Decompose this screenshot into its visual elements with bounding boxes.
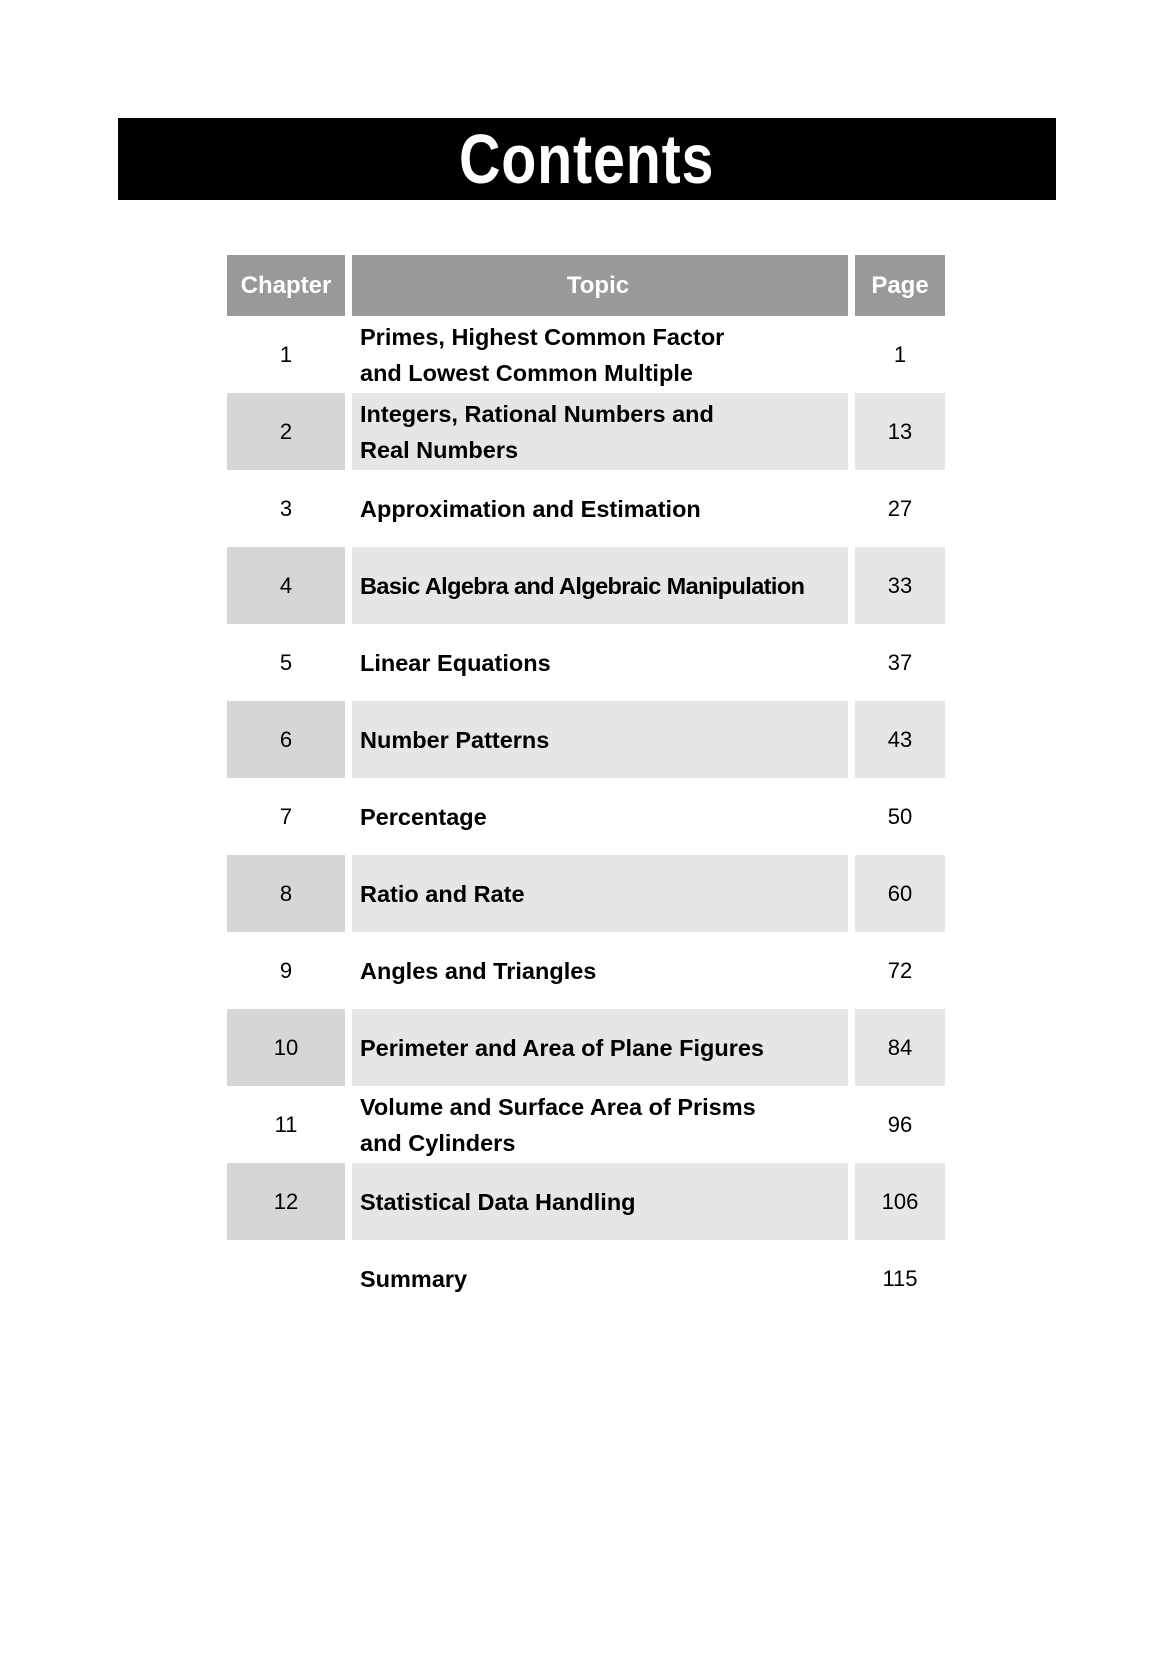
table-row [227,1086,945,1163]
title-banner [118,118,1056,200]
page-number: 115 [882,1265,918,1291]
page-number: 96 [887,1111,913,1137]
page-number: 43 [855,701,945,778]
page-number: 106 [855,1163,945,1240]
table-row [227,1009,945,1086]
chapter-number: 9 [279,957,293,983]
table-row [227,547,945,624]
chapter-number: 11 [274,1111,298,1137]
chapter-number: 2 [227,393,345,470]
table-row [227,316,945,393]
page-number: 27 [887,495,913,521]
page-number: 50 [887,803,913,829]
table-row [227,855,945,932]
chapter-number: 4 [227,547,345,624]
page-number: 84 [855,1009,945,1086]
page-title: Contents [459,120,715,198]
table-row [227,470,945,547]
chapter-topic: Summary [360,1265,468,1292]
header-page: Page [855,255,945,316]
page-number: 33 [855,547,945,624]
chapter-number [227,1240,345,1317]
chapter-topic: Angles and Triangles [360,957,597,984]
page-number: 13 [855,393,945,470]
table-header-row [227,255,945,316]
chapter-topic: Linear Equations [360,649,551,676]
chapter-topic: Number Patterns [352,701,848,778]
chapter-topic: Perimeter and Area of Plane Figures [352,1009,848,1086]
chapter-number: 6 [227,701,345,778]
chapter-number: 7 [279,803,293,829]
chapter-number: 3 [279,495,293,521]
table-row [227,1240,945,1317]
page-number: 60 [855,855,945,932]
chapter-topic: Basic Algebra and Algebraic Manipulation [352,547,848,624]
header-chapter: Chapter [227,255,345,316]
chapter-topic: Ratio and Rate [352,855,848,932]
chapter-number: 1 [279,341,293,367]
contents-table [227,255,945,1317]
chapter-topic: Integers, Rational Numbers and Real Numbers [352,393,848,470]
chapter-topic: Approximation and Estimation [360,495,701,522]
chapter-number: 8 [227,855,345,932]
header-topic: Topic [352,255,848,316]
chapter-topic: Percentage [360,803,487,830]
chapter-topic: Volume and Surface Area of Prisms and Cylinders [360,1093,756,1156]
page-number: 72 [887,957,913,983]
page-number: 37 [887,649,913,675]
chapter-topic: Statistical Data Handling [352,1163,848,1240]
table-row [227,624,945,701]
table-row [227,1163,945,1240]
table-row [227,701,945,778]
chapter-number: 12 [227,1163,345,1240]
table-row [227,393,945,470]
chapter-number: 10 [227,1009,345,1086]
page-number: 1 [893,341,907,367]
chapter-topic: Primes, Highest Common Factor and Lowest Common Multiple [360,323,725,386]
table-row [227,778,945,855]
chapter-number: 5 [279,649,293,675]
table-row [227,932,945,1009]
